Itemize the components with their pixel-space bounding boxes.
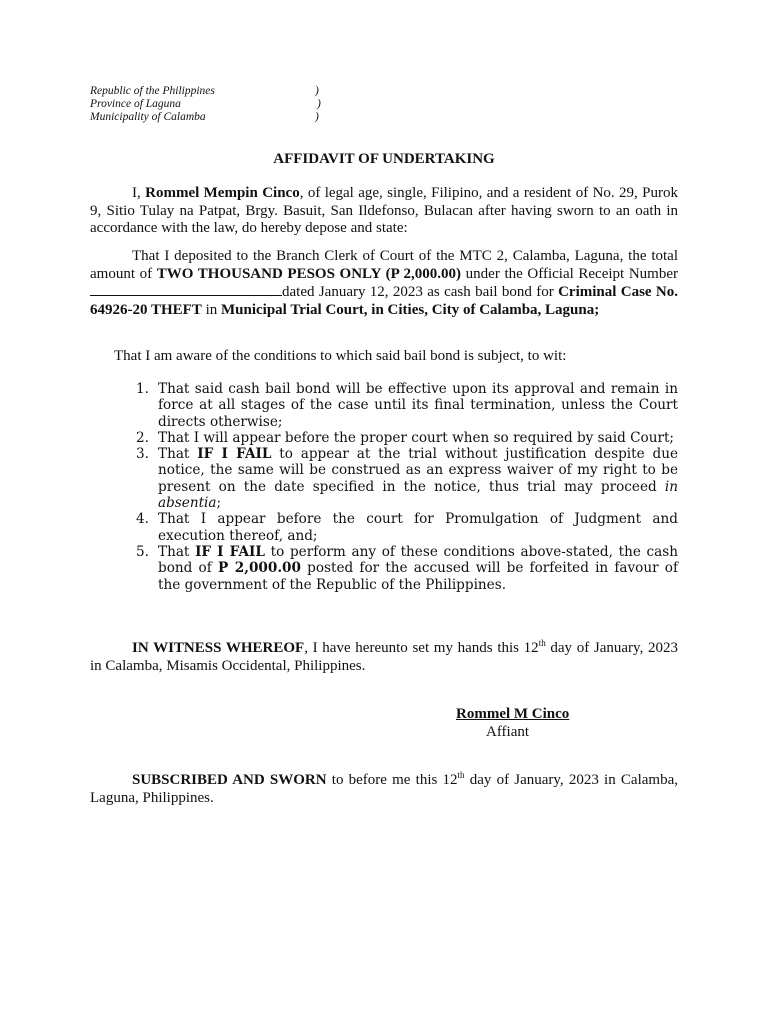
document-title: AFFIDAVIT OF UNDERTAKING (273, 151, 495, 167)
witness-heading: IN WITNESS WHEREOF (132, 640, 305, 656)
condition-item (136, 543, 679, 593)
sworn-paragraph (90, 772, 678, 807)
condition-text: That said cash bail bond will be effective upon its approval and remain in force at all stages of the case until its final termination, unless the Court directs otherwise; (158, 381, 678, 430)
aware-paragraph: That I am aware of the conditions to which said bail bond is subject, to wit: (114, 348, 567, 364)
condition-text: That I appear before the court for Promulgation of Judgment and execution thereof, and; (158, 511, 678, 544)
deposit-text: That I deposited to the Branch Clerk of Court of the MTC 2, Calamba, Laguna, the total amount of (90, 248, 678, 282)
venue-municipality: Municipality of Calamba (90, 111, 206, 123)
condition-item (136, 446, 678, 512)
deposit-text: under the Official Receipt Number (461, 265, 678, 282)
condition-emphasis: IF I FAIL (195, 543, 265, 560)
venue-bracket: ) (315, 85, 319, 97)
sworn-text: day of January, 2023 in Calamba, Laguna, Philippines. (90, 772, 678, 806)
venue-country: Republic of the Philippines (90, 85, 215, 97)
condition-number: 5. (136, 543, 149, 560)
condition-number: 2. (136, 429, 149, 446)
condition-text: ; (216, 495, 222, 512)
deposit-amount: TWO THOUSAND PESOS ONLY (P 2,000.00) (156, 265, 462, 282)
condition-item (136, 381, 678, 430)
venue-bracket: ) (317, 98, 321, 110)
intro-text: I, (132, 185, 146, 201)
receipt-number-blank (90, 283, 282, 296)
deposit-text: in (201, 301, 221, 318)
ordinal-suffix: th (538, 638, 546, 648)
signatory-role: Affiant (486, 723, 530, 740)
condition-number: 3. (136, 446, 149, 463)
conditions-list (90, 381, 678, 593)
signature-block (456, 706, 569, 741)
signatory-name: Rommel M Cinco (456, 706, 570, 722)
deposit-text: dated January 12, 2023 as cash bail bond for (282, 284, 559, 300)
condition-item (136, 511, 678, 544)
condition-number: 1. (136, 381, 149, 397)
venue-row (90, 85, 321, 98)
condition-text: That (158, 446, 198, 463)
condition-item (136, 429, 678, 446)
witness-text: day of January, 2023 in Calamba, Misamis Occidental, Philippines. (90, 640, 678, 674)
condition-emphasis: IF I FAIL (197, 446, 272, 463)
condition-number: 4. (136, 511, 149, 528)
witness-paragraph (90, 640, 678, 675)
condition-text: to appear at the trial without justification despite due notice, the same will be construed as an express waiver of my right to be present on the date specified in the notice, thus trial may proceed (158, 446, 678, 495)
witness-text: , I have hereunto set my hands this 12 (304, 640, 539, 656)
ordinal-suffix: th (457, 770, 465, 780)
condition-text: That I will appear before the proper court when so required by said Court; (158, 429, 675, 446)
venue-block (90, 85, 321, 124)
venue-row (90, 98, 321, 111)
venue-bracket: ) (315, 111, 319, 123)
intro-paragraph (90, 185, 678, 238)
case-number: Criminal Case No. 64926-20 THEFT (90, 284, 678, 318)
condition-amount: P 2,000.00 (217, 560, 301, 577)
condition-text: posted for the accused will be forfeited in favour of the government of the Republic of the Philippines. (158, 560, 679, 593)
venue-province: Province of Laguna (90, 98, 181, 110)
court-name: Municipal Trial Court, in Cities, City of Calamba, Laguna; (221, 301, 600, 318)
affiant-name: Rommel Mempin Cinco (145, 185, 300, 201)
condition-text: to perform any of these conditions above-stated, the cash bond of (158, 543, 679, 577)
sworn-text: to before me this 12 (326, 772, 458, 788)
sworn-heading: SUBSCRIBED AND SWORN (132, 772, 327, 788)
venue-row (90, 111, 321, 124)
deposit-paragraph (90, 248, 678, 319)
intro-text: , of legal age, single, Filipino, and a resident of No. 29, Purok 9, Sitio Tulay na Patpat, Brgy. Basuit, San Ildefonso, Bulacan after having sworn to an oath in accordance with the law, do hereby depose and state: (90, 185, 678, 236)
condition-italic: in absentia (158, 478, 678, 512)
condition-text: That (158, 543, 196, 560)
